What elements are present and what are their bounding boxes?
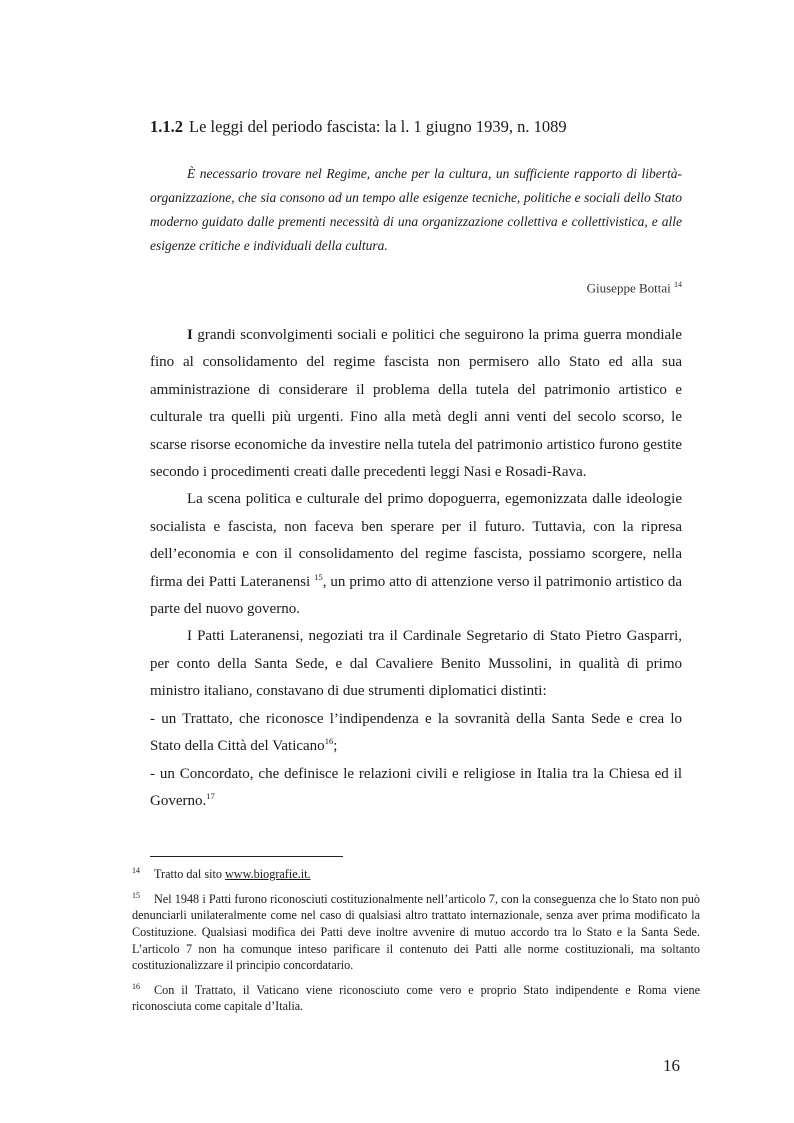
list-item-concordato (150, 761, 682, 816)
epigraph-author (150, 276, 682, 297)
list-item-trattato (150, 706, 682, 761)
paragraph-initial: I (187, 327, 193, 343)
paragraph-1 (150, 322, 682, 486)
list-item-trattato-end: ; (333, 738, 338, 755)
section-heading (150, 116, 690, 138)
footnote-ref-17[interactable]: 17 (206, 790, 215, 801)
paragraph-2 (150, 486, 682, 623)
footnote-text: Tratto dal sito (154, 867, 225, 882)
paragraph-2-text-b: , un primo atto di attenzione verso il patrimonio artistico da parte del nuovo governo. (150, 573, 682, 618)
footnote-16 (132, 979, 700, 1015)
footnote-15 (132, 888, 700, 974)
footnote-ref-16[interactable]: 16 (324, 736, 334, 747)
paragraph-3: I Patti Lateranensi, negoziati tra il Cardinale Segretario di Stato Pietro Gasparri, per conto della Santa Sede, e dal Cavaliere Benito Mussolini, in qualità di primo ministro italiano, constavano di due strumenti diplomatici distinti: (150, 628, 682, 700)
section-title: Le leggi del periodo fascista: la l. 1 giugno 1939, n. 1089 (189, 117, 567, 136)
footnote-text: Nel 1948 i Patti furono riconosciuti costituzionalmente nell’articolo 7, con la conseguenza che lo Stato non può denunciarli unilateralmente come nel caso di qualsiasi altro trattato internazionale, senza aver prima modificato la Costituzione. Qualsiasi modifica dei Patti deve inoltre avvenire di mutuo accordo tra lo Stato e la Santa Sede. L’articolo 7 non ha comunque inteso parificare il contenuto dei Patti alle norme costituzionali, ma soltanto costituzionalizzare il principio concordatario. (132, 891, 700, 973)
biografie-link[interactable]: www.biografie.it. (225, 867, 311, 882)
paragraph-2-text-a: La scena politica e culturale del primo dopoguerra, egemonizzata dalle ideologie socialista e fascista, non faceva ben sperare per il futuro. Tuttavia, con la ripresa dell’economia e con il consolidamento del regime fascista, possiamo scorgere, nella firma dei Patti Lateranensi (150, 491, 682, 590)
footnote-text: Con il Trattato, il Vaticano viene riconosciuto come vero e proprio Stato indipendente e Roma viene riconosciuta come capitale d’Italia. (132, 982, 700, 1014)
footnote-ref-15[interactable]: 15 (314, 571, 323, 582)
list-item-concordato-text: - un Concordato, che definisce le relazioni civili e religiose in Italia tra la Chiesa ed il Governo. (150, 765, 682, 809)
page-number: 16 (663, 1056, 680, 1075)
footnotes (132, 863, 700, 1020)
epigraph-author-name: Giuseppe Bottai (586, 280, 671, 296)
footnote-number: 14 (132, 866, 140, 875)
epigraph-quote: È necessario trovare nel Regime, anche per la cultura, un sufficiente rapporto di libertà-organizzazione, che sia consono ad un tempo alle esigenze tecniche, politiche e sociali dello Stato moderno guidato dalle prementi necessità di una organizzazione collettiva e collettivistica, e alle esigenze critiche e individuali della cultura. (150, 166, 682, 253)
body-text (150, 322, 682, 815)
footnote-separator (150, 856, 343, 857)
footnote-number: 16 (132, 981, 140, 991)
footnote-14 (132, 863, 700, 883)
paragraph-1-text: grandi sconvolgimenti sociali e politici che seguirono la prima guerra mondiale fino al consolidamento del regime fascista non permisero allo Stato ed alla sua amministrazione di considerare il problema della tutela del patrimonio artistico e culturale tra quelli più urgenti. Fino alla metà degli anni venti del secolo scorso, le scarse risorse economiche da investire nella tutela del patrimonio artistico furono gestite secondo i procedimenti creati dalle precedenti leggi Nasi e Rosadi-Rava. (150, 327, 682, 481)
list-item-trattato-text: - un Trattato, che riconosce l’indipendenza e la sovranità della Santa Sede e crea lo Stato della Città del Vaticano (150, 710, 682, 755)
footnote-ref-14[interactable]: 14 (674, 280, 682, 289)
footnote-number: 15 (132, 890, 140, 900)
section-number: 1.1.2 (150, 117, 183, 136)
